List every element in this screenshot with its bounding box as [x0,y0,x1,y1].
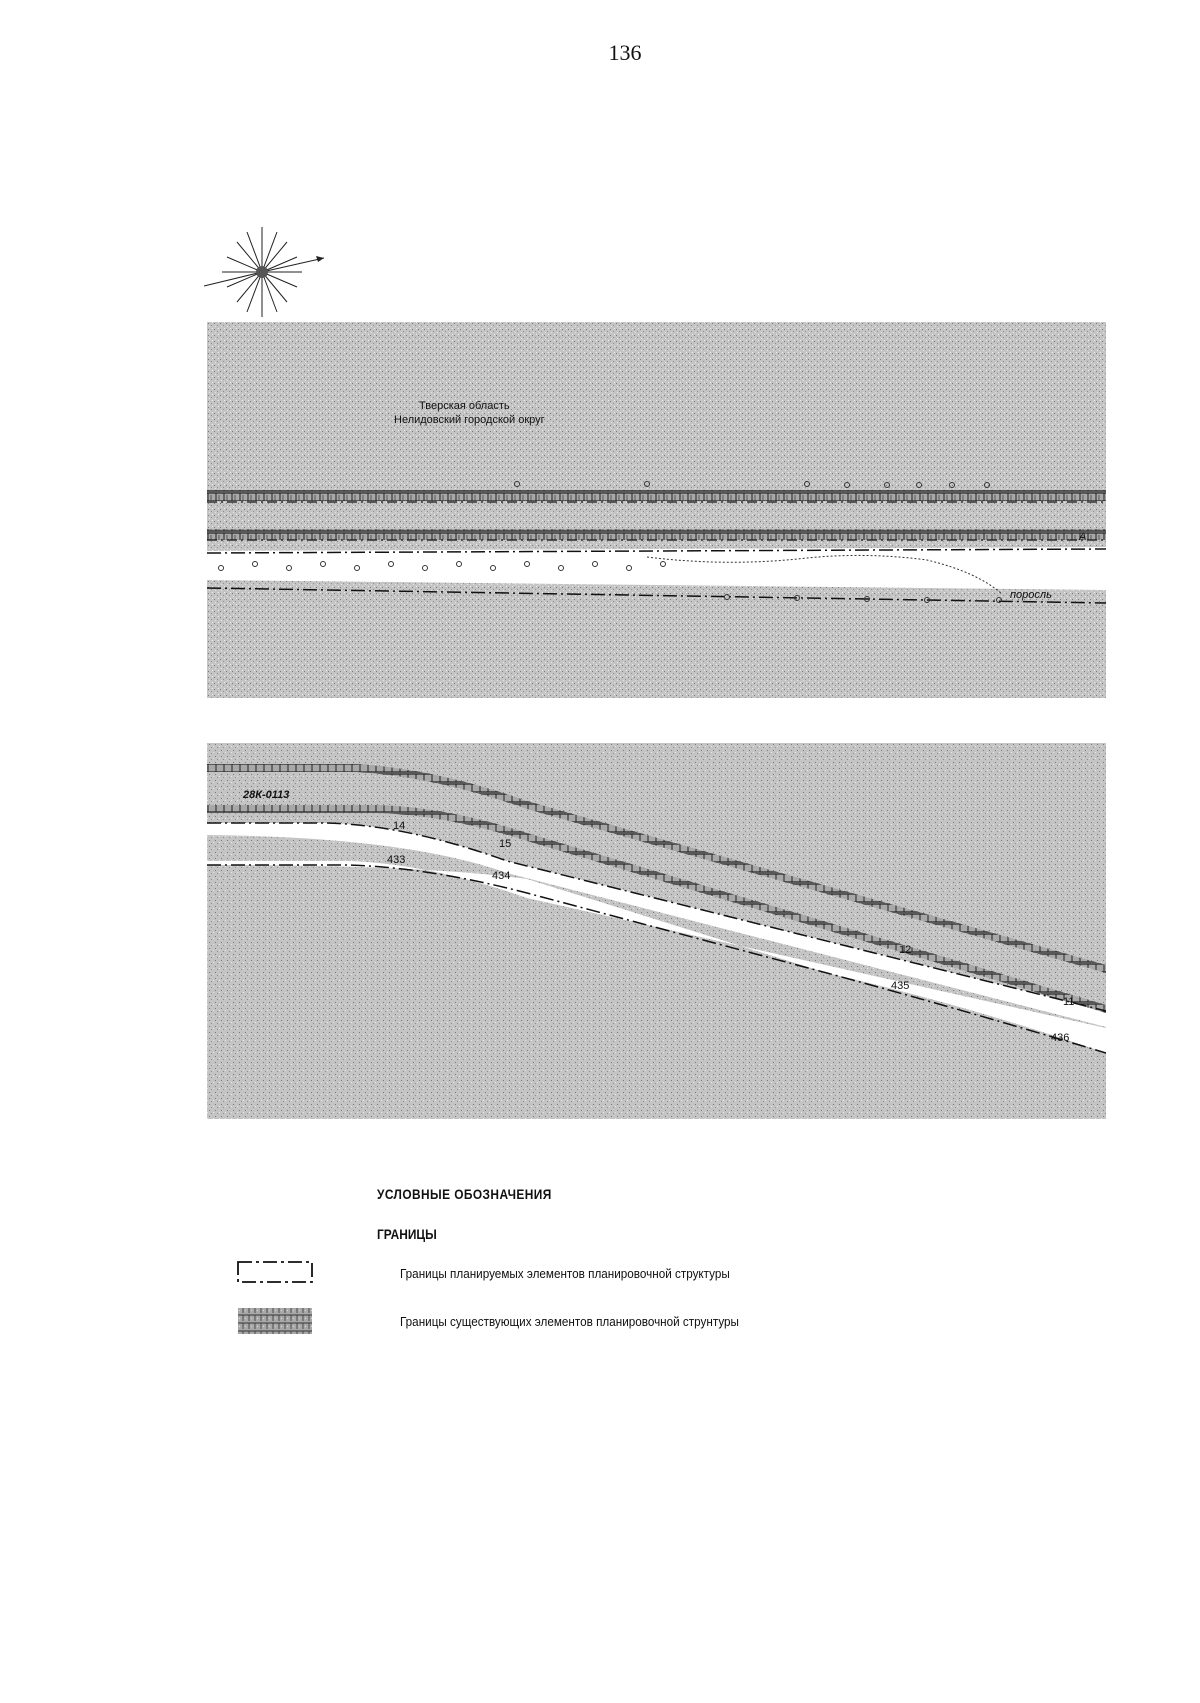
dash-dot-frame-icon [236,1258,316,1288]
page-number: 136 [608,40,642,65]
vegetation-label: поросль [1010,589,1052,601]
point-label: 11 [1063,996,1075,1008]
map-panel-top [207,322,1106,698]
region-label-line-1: Тверская область [419,400,510,412]
point-label: 15 [499,838,512,850]
legend-text: Границы планируемых элементов планировочной структуры [400,1266,730,1281]
map-background [207,322,1106,698]
road-label: 28К-0113 [243,789,290,801]
point-label-a: А [1079,531,1087,543]
legend-text: Границы существующих элементов планировочной струнтуры [400,1314,739,1329]
picket-label: 433 [387,854,406,866]
hatched-band-icon [236,1306,316,1336]
legend-section-title: ГРАНИЦЫ [377,1226,437,1242]
legend-item-existing [0,1306,1200,1342]
picket-label: 435 [891,980,910,992]
point-label: 14 [393,820,406,832]
picket-label: 434 [492,870,511,882]
map-panel-bottom [207,743,1106,1119]
region-label-line-2: Нелидовский городской округ [394,414,545,426]
legend-item-planned [0,1258,1200,1294]
compass-rose-icon [192,222,332,322]
existing-boundary-band [207,529,1106,540]
point-label: 12 [899,944,912,956]
picket-label: 436 [1051,1032,1070,1044]
legend-title: УСЛОВНЫЕ ОБОЗНАЧЕНИЯ [377,1186,552,1202]
existing-boundary-band [207,490,1106,501]
